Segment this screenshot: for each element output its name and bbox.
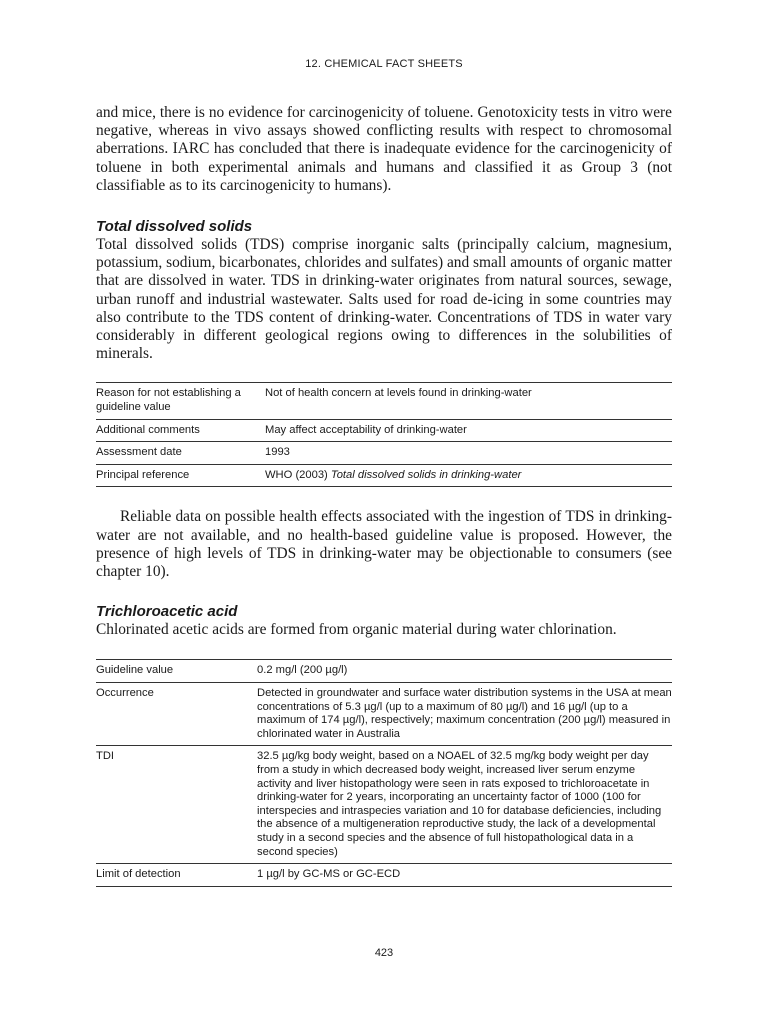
table-row xyxy=(96,442,672,465)
row-label: Assessment date xyxy=(96,446,182,459)
page-content xyxy=(96,104,672,887)
row-label: Limit of detection xyxy=(96,868,181,881)
running-header: 12. CHEMICAL FACT SHEETS xyxy=(305,58,463,70)
row-value: May affect acceptability of drinking-water xyxy=(265,423,467,436)
row-label: Guideline value xyxy=(96,664,174,677)
tds-followup-paragraph: Reliable data on possible health effects associated with the ingestion of TDS in drinking-water are not available, and no health-based guideline value is proposed. However, the presence of high levels of TDS in drinking-water may be objectionable to consumers (see chapter 10). xyxy=(96,508,672,581)
tca-heading: Trichloroacetic acid xyxy=(96,603,238,621)
reference-author: WHO (2003) xyxy=(265,468,331,481)
table-row xyxy=(96,419,672,442)
row-value: Detected in groundwater and surface water distribution systems in the USA at mean concentrations of 5.3 µg/l (up to a maximum of 80 µg/l) and 16 µg/l (up to a maximum of 174 µg/l), respectively; maximum concentration (200 µg/l) measured in chlorinated water in Australia xyxy=(257,687,672,740)
row-label: Additional comments xyxy=(96,423,200,436)
row-value xyxy=(265,464,672,487)
table-row xyxy=(96,464,672,487)
tds-heading: Total dissolved solids xyxy=(96,218,253,236)
row-value: Not of health concern at levels found in drinking-water xyxy=(265,387,532,400)
reference-title: Total dissolved solids in drinking-water xyxy=(330,468,522,481)
tca-fact-table xyxy=(96,659,672,886)
table-row xyxy=(96,746,672,864)
table-row xyxy=(96,660,672,683)
row-value: 1 µg/l by GC-MS or GC-ECD xyxy=(257,868,401,881)
tds-fact-table xyxy=(96,382,672,487)
intro-paragraph: and mice, there is no evidence for carcinogenicity of toluene. Genotoxicity tests in vitro were negative, whereas in vivo assays showed conflicting results with respect to chromosomal aberrations. IARC has concluded that there is inadequate evidence for the carcinogenicity of toluene in both experimental animals and humans and classified it as Group 3 (not classifiable as to its carcinogenicity to humans). xyxy=(96,104,672,194)
row-label: TDI xyxy=(96,750,115,763)
row-value: 0.2 mg/l (200 µg/l) xyxy=(257,664,348,677)
row-label: Occurrence xyxy=(96,687,154,700)
table-row xyxy=(96,864,672,887)
page-number: 423 xyxy=(374,947,394,959)
row-label: Principal reference xyxy=(96,468,190,481)
tca-paragraph: Chlorinated acetic acids are formed from organic material during water chlorination. xyxy=(96,621,617,639)
table-row xyxy=(96,683,672,746)
row-label: Reason for not establishing a guideline value xyxy=(96,387,241,414)
row-value: 1993 xyxy=(265,446,290,459)
table-row xyxy=(96,383,672,419)
tds-paragraph: Total dissolved solids (TDS) comprise inorganic salts (principally calcium, magnesium, potassium, sodium, bicarbonates, chlorides and sulfates) and small amounts of organic matter that are dissolved in water. TDS in drinking-water originates from natural sources, sewage, urban runoff and industrial wastewater. Salts used for road de-icing in some countries may also contribute to the TDS content of drinking-water. Concentrations of TDS in water vary considerably in different geological regions owing to differences in the solubilities of minerals. xyxy=(96,236,672,363)
row-value: 32.5 µg/kg body weight, based on a NOAEL of 32.5 mg/kg body weight per day from a study in which decreased body weight, increased liver serum enzyme activity and liver histopathology were seen in rats exposed to trichloroacetate in drinking-water for 2 years, incorporating an uncertainty factor of 1000 (100 for interspecies and intraspecies variation and 10 for database deficiencies, including the absence of a multigeneration reproductive study, the lack of a developmental study in a second species and the absence of full histopathological data in a second species) xyxy=(257,750,662,858)
